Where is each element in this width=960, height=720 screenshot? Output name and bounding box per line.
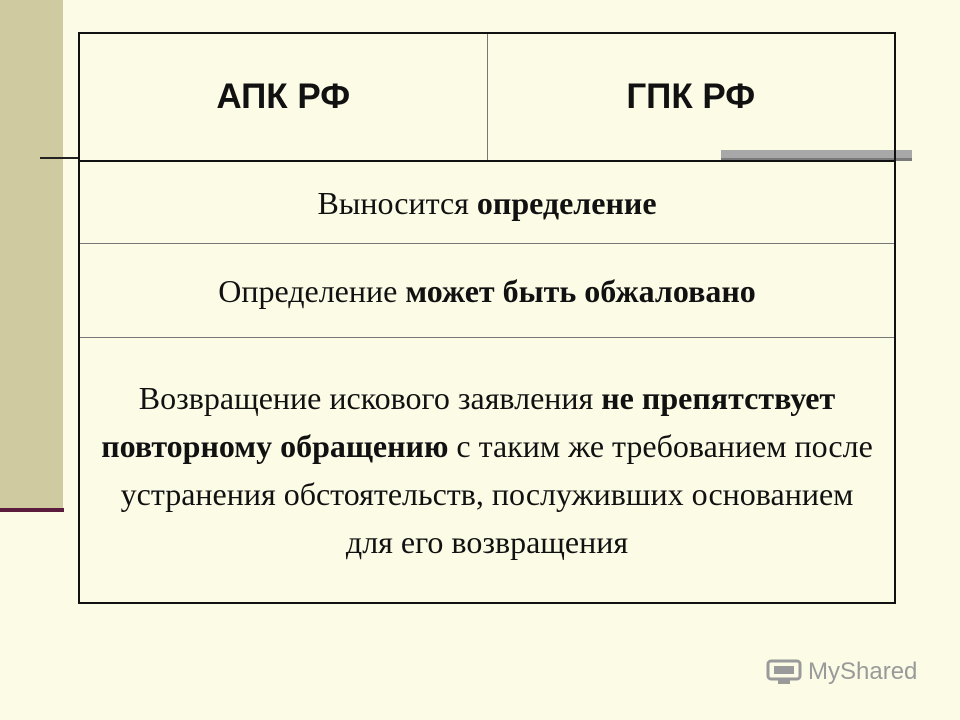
watermark-text: MyShared (808, 658, 918, 685)
row3-bold-text: не препятствует повторному обращению (101, 380, 836, 464)
comparison-table (78, 32, 896, 604)
header-gpk: ГПК РФ (487, 34, 895, 160)
row2-text: Определение (218, 272, 406, 309)
accent-line-left (40, 157, 80, 159)
row3-text-end: с таким же требованием после устранения обстоятельств, послуживших основанием для его возвращения (120, 428, 873, 560)
row2-bold-text: может быть обжаловано (405, 272, 756, 309)
side-decoration-bar (0, 0, 63, 512)
row1-bold-text: определение (476, 184, 657, 221)
table-header-row (80, 34, 894, 162)
table-row (80, 162, 894, 244)
table-row (80, 244, 894, 338)
side-decoration-line (0, 508, 64, 512)
projector-icon (766, 657, 802, 687)
header-apk: АПК РФ (216, 77, 351, 116)
row3-text-start: Возвращение искового заявления (138, 380, 602, 416)
table-row (80, 338, 894, 602)
myshared-watermark (766, 657, 917, 687)
row1-text: Выносится (317, 184, 477, 221)
